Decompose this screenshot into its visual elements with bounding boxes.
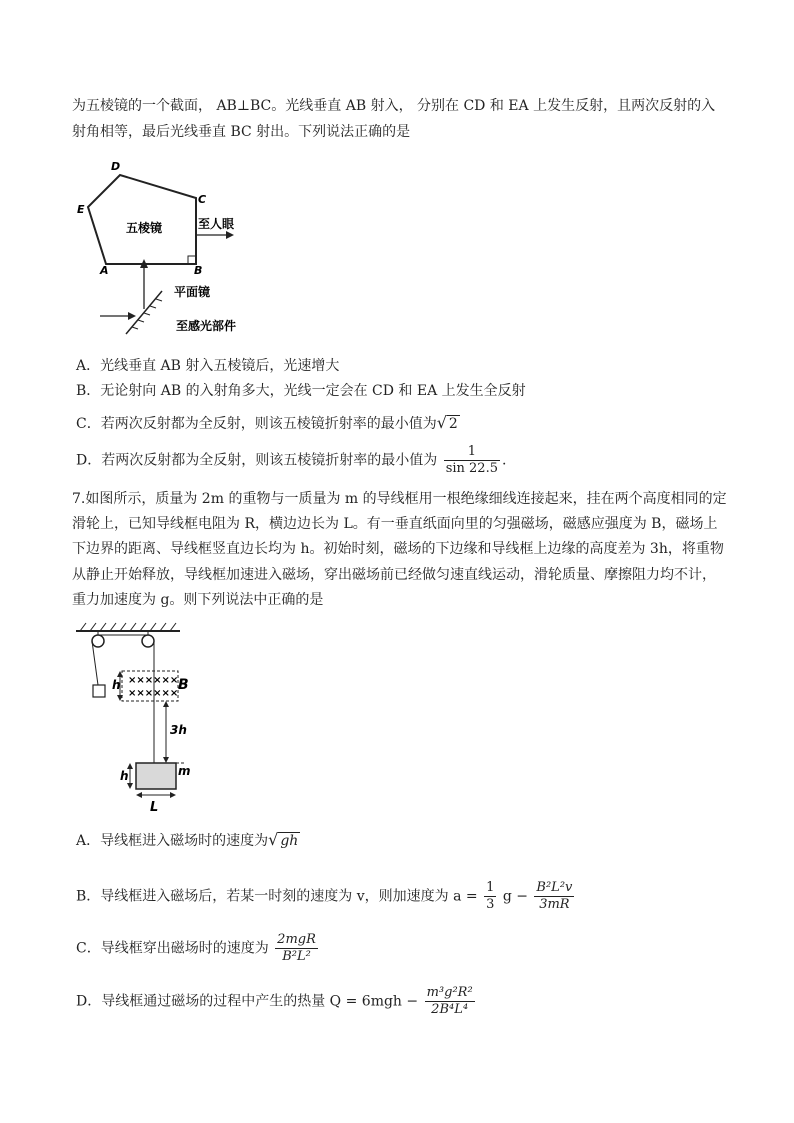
svg-text:××××××: ×××××× [128, 688, 179, 699]
left-pulley [92, 635, 104, 647]
q7-option-d: D．导线框通过磁场的过程中产生的热量 Q = 6mgh − $\frac{\text{m³g²R²}}{\text{2B⁴L⁴}}$ [76, 985, 473, 1017]
q7-stem-line1: 7.如图所示，质量为 2m 的重物与一质量为 m 的导线框用一根绝缘细线连接起来，挂在两个高度相同的定 [72, 491, 727, 507]
q7-stem-line3: 下边界的距离、导线框竖直边长均为 h。初始时刻，磁场的下边缘和导线框上边缘的高度差为 3h，将重物 [72, 541, 724, 557]
eye-label: 至人眼 [198, 217, 235, 231]
wire-frame [136, 763, 176, 789]
label-E: E [77, 203, 85, 216]
q7-stem-line5: 重力加速度为 g。则下列说法中正确的是 [72, 592, 324, 608]
fraction-1-over-sin: $\frac{1}{\sin 22.5}$ [445, 444, 498, 476]
field-label-B: B [178, 677, 189, 693]
frame-mass: m [178, 764, 191, 778]
q7-option-b: B．导线框进入磁场后，若某一时刻的速度为 v，则加速度为 a = $\frac{1}{3}$ g − $\frac{\text{B²L²v}}{3mR}$ [76, 880, 573, 912]
fraction-b2l2v-3mr: $\frac{\text{B²L²v}}{3mR}$ [536, 880, 573, 912]
q6-option-b: B．无论射向 AB 的入射角多大，光线一定会在 CD 和 EA 上发生全反射 [76, 383, 526, 399]
field-crosses: ×××××× [128, 675, 179, 686]
label-A: A [100, 264, 109, 277]
mirror-label: 平面镜 [174, 285, 211, 299]
weight-2m [93, 685, 105, 697]
sensor-label: 至感光部件 [176, 319, 237, 333]
eye-arrow [226, 231, 234, 239]
prism-outline [88, 175, 196, 264]
prism-label: 五棱镜 [126, 221, 163, 235]
label-C: C [198, 193, 207, 206]
q7-option-c: C．导线框穿出磁场时的速度为 $\frac{\text{2mgR}}{\text{B²L²}}$ [76, 932, 316, 964]
q7-stem-line4: 从静止开始释放，导线框加速进入磁场，穿出磁场前已经做匀速直线运动，滑轮质量、摩擦阻力均不计， [72, 567, 716, 583]
fraction-one-third: $\frac{1}{3}$ [486, 880, 495, 912]
q7-option-a: A．导线框进入磁场时的速度为√ gh [76, 830, 299, 849]
h-frame-label: h [120, 769, 129, 783]
fraction-2mgr: $\frac{\text{2mgR}}{\text{B²L²}}$ [277, 932, 316, 964]
h-top-label: h [112, 678, 121, 692]
q7-stem-line2: 滑轮上，已知导线框电阻为 R，横边边长为 L。有一垂直纸面向里的匀强磁场，磁感应强度为 B，磁场上 [72, 516, 718, 532]
in-arrow [128, 312, 136, 320]
sqrt-gh: gh [280, 833, 299, 849]
q6-stem-line1: 为五棱镜的一个截面， AB⊥BC。光线垂直 AB 射入， 分别在 CD 和 EA 上发生反射，且两次反射的入 [72, 98, 716, 114]
sqrt-2: 2 [448, 416, 458, 432]
label-B: B [194, 264, 203, 277]
q6-option-a: A．光线垂直 AB 射入五棱镜后，光速增大 [76, 358, 340, 374]
label-D: D [111, 160, 121, 173]
width-label: L [150, 800, 159, 815]
gap-label: 3h [170, 723, 187, 737]
pulley-figure [72, 617, 212, 817]
q6-stem-line2: 射角相等，最后光线垂直 BC 射出。下列说法正确的是 [72, 124, 411, 140]
right-angle-mark [188, 256, 196, 264]
fraction-heat: $\frac{\text{m³g²R²}}{\text{2B⁴L⁴}}$ [426, 985, 473, 1017]
q6-option-d: D．若两次反射都为全反射，则该五棱镜折射率的最小值为 $\frac{1}{\sin 22.5}$ . [76, 444, 507, 476]
q6-option-c: C．若两次反射都为全反射，则该五棱镜折射率的最小值为√ 2 [76, 413, 458, 432]
right-pulley [142, 635, 154, 647]
pentaprism-figure [72, 155, 252, 340]
